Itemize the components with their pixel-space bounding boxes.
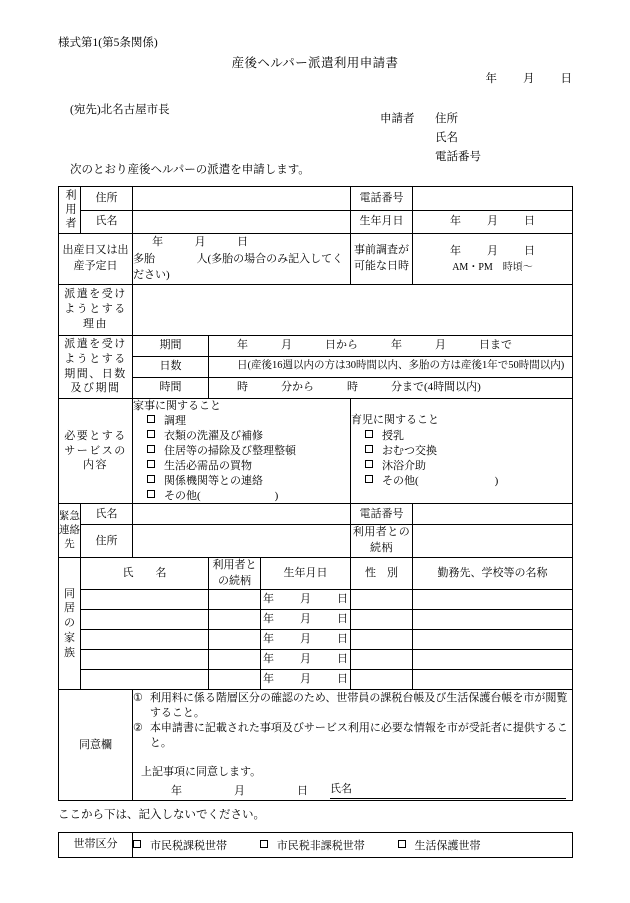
housework-item-2[interactable] [133, 444, 350, 459]
checkbox-icon[interactable] [147, 430, 155, 438]
household-options [133, 833, 573, 858]
family-relation-value[interactable] [209, 670, 261, 690]
survey-label: 事前調査が可能な日時 [351, 234, 413, 285]
intro-sentence: 次のとおり産後ヘルパーの派遣を申請します。 [70, 164, 310, 176]
consent-item-1-text: 利用料に係る階層区分の確認のため、世帯員の課税台帳及び生活保護台帳を市が閲覧すること。 [149, 692, 568, 719]
housework-item-3-label: 生活必需品の買物 [164, 459, 252, 472]
household-option-0-label: 市民税課税世帯 [150, 840, 227, 852]
housework-item-3[interactable] [133, 459, 350, 474]
user-birth-year: 年 [450, 215, 461, 228]
housework-item-other[interactable] [133, 489, 350, 504]
days-row [59, 356, 573, 377]
consent-sig-day: 日 [297, 785, 308, 798]
family-birth-day: 日 [337, 673, 348, 686]
family-gender-value[interactable] [351, 630, 413, 650]
emergency-address-row [59, 525, 573, 558]
consent-item-1-num: ① [133, 692, 143, 705]
consent-item-2-num: ② [133, 721, 143, 734]
housework-item-4[interactable] [133, 474, 350, 489]
checkbox-icon[interactable] [260, 840, 268, 848]
family-row [59, 590, 573, 610]
household-option-2-label: 生活保護世帯 [414, 840, 481, 852]
emergency-phone-label: 電話番号 [351, 504, 413, 525]
housework-item-0[interactable] [133, 414, 350, 429]
user-address-value[interactable] [133, 187, 351, 211]
consent-agree-text: 上記事項に同意します。 [141, 766, 262, 779]
emergency-relation-value[interactable] [413, 525, 573, 558]
survey-ampm: AM・PM 時頃～ [452, 261, 533, 273]
checkbox-icon[interactable] [365, 475, 373, 483]
family-birth-value[interactable] [261, 590, 351, 610]
user-address-label: 住所 [81, 187, 133, 211]
birthdate-value[interactable] [133, 234, 351, 285]
family-birth-month: 月 [300, 593, 311, 606]
emergency-name-row [59, 504, 573, 525]
family-label: 同居の家族 [59, 558, 81, 690]
consent-item-1 [133, 691, 572, 721]
birthdate-ymd [133, 234, 350, 251]
family-row [59, 630, 573, 650]
housework-other-close: ) [274, 489, 279, 502]
consent-sig-year: 年 [171, 785, 182, 798]
household-table [58, 832, 573, 858]
childcare-item-other[interactable] [351, 474, 572, 489]
application-table [58, 186, 573, 801]
household-option-2[interactable] [398, 837, 481, 853]
reason-row [59, 284, 573, 335]
checkbox-icon[interactable] [147, 415, 155, 423]
survey-day: 日 [524, 245, 535, 257]
family-birth-day: 日 [337, 653, 348, 666]
applicant-name-label: 氏名 [435, 132, 458, 144]
user-name-value[interactable] [133, 210, 351, 234]
consent-sig-month: 月 [234, 785, 245, 798]
household-option-0[interactable] [133, 837, 227, 853]
consent-label: 同意欄 [59, 690, 133, 801]
checkbox-icon[interactable] [147, 475, 155, 483]
form-number: 様式第1(第5条関係) [58, 37, 158, 49]
birthdate-day: 日 [237, 236, 249, 248]
housework-item-1[interactable] [133, 429, 350, 444]
header-date-line [0, 70, 572, 86]
family-row [59, 670, 573, 690]
user-birth-label: 生年月日 [351, 210, 413, 234]
birthdate-month: 月 [194, 236, 206, 248]
services-label: 必要とするサービスの内容 [59, 398, 133, 504]
family-gender-value[interactable] [351, 670, 413, 690]
header-date-month: 月 [523, 73, 535, 85]
period-value[interactable]: 年 月 日から 年 月 日まで [209, 335, 573, 356]
childcare-item-2[interactable] [351, 459, 572, 474]
checkbox-icon[interactable] [398, 840, 406, 848]
family-birth-year: 年 [263, 653, 274, 666]
childcare-item-1[interactable] [351, 444, 572, 459]
family-name-value[interactable] [81, 610, 209, 630]
emergency-relation-label: 利用者との続柄 [351, 525, 413, 558]
consent-signature-field[interactable] [352, 785, 566, 799]
family-birth-value[interactable] [261, 650, 351, 670]
checkbox-icon[interactable] [147, 460, 155, 468]
housework-item-1-label: 衣類の洗濯及び補修 [164, 430, 263, 443]
applicant-phone-label: 電話番号 [435, 151, 481, 163]
reason-label: 派遣を受けようとする理由 [59, 284, 133, 335]
checkbox-icon[interactable] [365, 430, 373, 438]
emergency-address-label: 住所 [81, 525, 133, 558]
user-birth-day: 日 [524, 215, 535, 228]
period-sub-label: 期間 [133, 335, 209, 356]
emergency-name-label: 氏名 [81, 504, 133, 525]
applicant-address-row [380, 110, 481, 129]
family-birth-month: 月 [300, 653, 311, 666]
multiple-birth-label: 多胎 [133, 252, 155, 265]
family-row [59, 650, 573, 670]
household-option-1-label: 市民税非課税世帯 [276, 840, 365, 852]
family-gender-value[interactable] [351, 650, 413, 670]
user-phone-label: 電話番号 [351, 187, 413, 211]
family-col-birth: 生年月日 [261, 558, 351, 590]
applicant-spacer-2 [380, 148, 435, 167]
survey-month: 月 [487, 245, 498, 257]
consent-body [133, 690, 573, 801]
family-gender-value[interactable] [351, 590, 413, 610]
housework-item-2-label: 住居等の掃除及び整理整頓 [164, 445, 296, 458]
consent-item-2 [133, 721, 572, 751]
birthdate-year: 年 [152, 236, 164, 248]
consent-signature-row [133, 782, 572, 799]
family-col-workplace: 勤務先、学校等の名称 [413, 558, 573, 590]
user-birth-value[interactable] [413, 210, 573, 234]
consent-sig-name-label: 氏名 [330, 782, 352, 799]
family-birth-year: 年 [263, 673, 274, 686]
family-workplace-value[interactable] [413, 590, 573, 610]
checkbox-icon[interactable] [365, 460, 373, 468]
birthdate-row [59, 234, 573, 285]
family-birth-month: 月 [300, 633, 311, 646]
family-birth-month: 月 [300, 673, 311, 686]
family-name-value[interactable] [81, 650, 209, 670]
user-birth-month: 月 [487, 215, 498, 228]
services-row [59, 398, 573, 504]
header-date-day: 日 [560, 73, 572, 85]
housework-head: 家事に関すること [133, 399, 221, 412]
user-phone-value[interactable] [413, 187, 573, 211]
family-name-value[interactable] [81, 590, 209, 610]
family-birth-day: 日 [337, 593, 348, 606]
family-col-gender: 性 別 [351, 558, 413, 590]
childcare-other-label: その他( [382, 474, 419, 487]
days-sub-label: 日数 [133, 356, 209, 377]
emergency-phone-value[interactable] [413, 504, 573, 525]
checkbox-icon[interactable] [365, 445, 373, 453]
family-name-value[interactable] [81, 670, 209, 690]
checkbox-icon[interactable] [133, 840, 141, 848]
applicant-spacer-1 [380, 129, 435, 148]
family-col-name: 氏 名 [81, 558, 209, 590]
family-birth-year: 年 [263, 633, 274, 646]
reason-value[interactable] [133, 284, 573, 335]
family-relation-value[interactable] [209, 630, 261, 650]
document-title: 産後ヘルパー派遣利用申請書 [231, 56, 399, 70]
childcare-item-1-label: おむつ交換 [382, 445, 437, 458]
household-label: 世帯区分 [59, 833, 133, 858]
family-birth-year: 年 [263, 613, 274, 626]
housework-item-4-label: 関係機関等との連絡 [164, 474, 263, 487]
family-birth-day: 日 [337, 613, 348, 626]
family-birth-day: 日 [337, 633, 348, 646]
time-sub-label: 時間 [133, 377, 209, 398]
period-label: 派遣を受けようとする期間、日数及び期間 [59, 335, 133, 398]
header-date-year: 年 [485, 73, 497, 85]
family-workplace-value[interactable] [413, 610, 573, 630]
birthdate-label: 出産日又は出産予定日 [59, 234, 133, 285]
family-workplace-value[interactable] [413, 670, 573, 690]
addressee: (宛先)北名古屋市長 [70, 104, 170, 116]
checkbox-icon[interactable] [147, 445, 155, 453]
family-header-row [59, 558, 573, 590]
emergency-address-value[interactable] [133, 525, 351, 558]
time-row [59, 377, 573, 398]
family-birth-value[interactable] [261, 610, 351, 630]
family-relation-value[interactable] [209, 610, 261, 630]
household-row [59, 833, 573, 858]
applicant-name-row [380, 129, 481, 148]
family-birth-month: 月 [300, 613, 311, 626]
emergency-label: 緊急連絡先 [59, 504, 81, 558]
childcare-item-0[interactable] [351, 429, 572, 444]
family-birth-value[interactable] [261, 670, 351, 690]
user-name-row [59, 210, 573, 234]
multiple-birth-note: 人(多胎の場合のみ記入してください) [133, 252, 344, 281]
family-col-relation: 利用者との続柄 [209, 558, 261, 590]
survey-value[interactable] [413, 234, 573, 285]
applicant-phone-row [380, 148, 481, 167]
time-value[interactable]: 時 分から 時 分まで(4時間以内) [209, 377, 573, 398]
consent-row [59, 690, 573, 801]
period-row [59, 335, 573, 356]
emergency-name-value[interactable] [133, 504, 351, 525]
consent-item-2-text: 本申請書に記載された事項及びサービス利用に必要な情報を市が受託者に提供すること。 [149, 721, 568, 749]
family-gender-value[interactable] [351, 610, 413, 630]
family-workplace-value[interactable] [413, 650, 573, 670]
childcare-other-close: ) [494, 474, 499, 487]
days-value[interactable]: 日(産後16週以内の方は30時間以内、多胎の方は産後1年で50時間以内) [209, 356, 573, 377]
housework-item-0-label: 調理 [164, 415, 186, 428]
user-address-row [59, 187, 573, 211]
childcare-item-0-label: 授乳 [382, 430, 404, 443]
family-relation-value[interactable] [209, 590, 261, 610]
multiple-birth-row [133, 251, 350, 284]
childcare-head: 育児に関すること [351, 414, 439, 427]
survey-year: 年 [450, 245, 461, 257]
family-workplace-value[interactable] [413, 630, 573, 650]
childcare-services [351, 398, 573, 504]
housework-other-label: その他( [164, 489, 201, 502]
user-side-label-text: 利用者 [64, 189, 76, 231]
user-side-label [59, 187, 81, 234]
do-not-write-note: ここから下は、記入しないでください。 [58, 809, 265, 821]
household-option-1[interactable] [260, 837, 365, 853]
user-name-label: 氏名 [81, 210, 133, 234]
family-birth-value[interactable] [261, 630, 351, 650]
family-relation-value[interactable] [209, 650, 261, 670]
applicant-block [380, 110, 481, 167]
applicant-address-label: 住所 [435, 113, 458, 125]
childcare-item-2-label: 沐浴介助 [382, 459, 426, 472]
family-name-value[interactable] [81, 630, 209, 650]
checkbox-icon[interactable] [147, 490, 155, 498]
applicant-label: 申請者 [380, 113, 415, 125]
survey-ymd [413, 243, 572, 260]
housework-services [133, 398, 351, 504]
family-row [59, 610, 573, 630]
family-birth-year: 年 [263, 593, 274, 606]
